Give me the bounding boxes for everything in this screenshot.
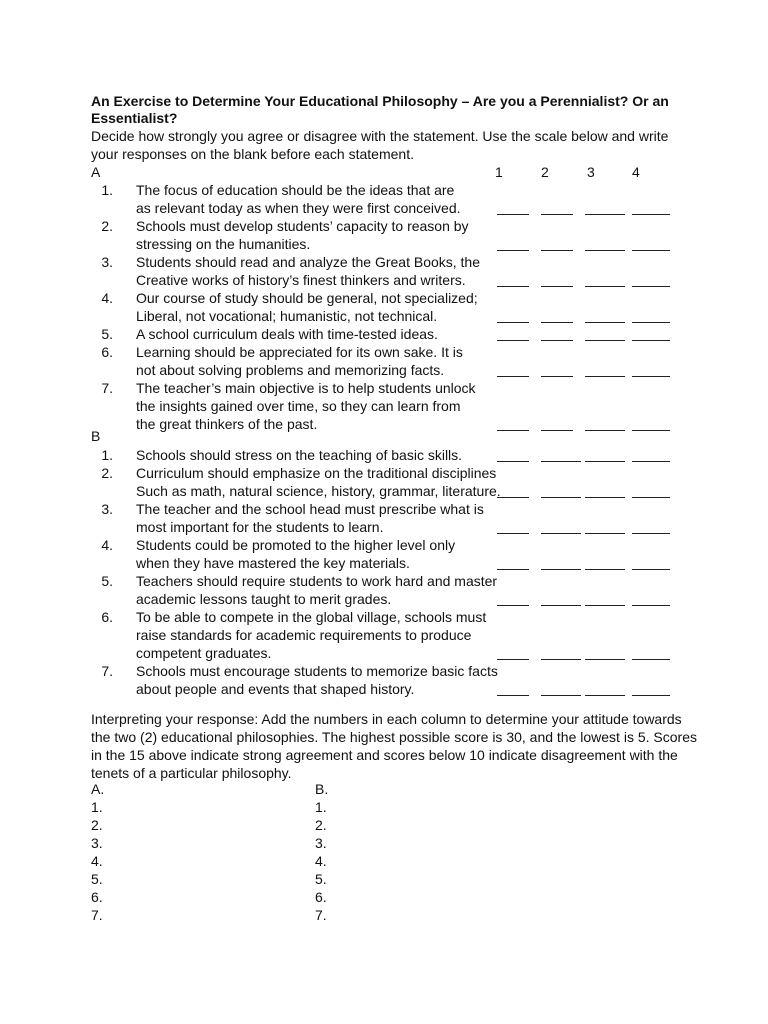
section-b-item-2-text-line-1: Curriculum should emphasize on the traditional disciplines xyxy=(136,465,497,481)
tally-a-label: A. xyxy=(91,781,105,797)
section-b-item-7-answer-blank-3[interactable] xyxy=(585,695,625,696)
section-b-item-5-text-line-2: academic lessons taught to merit grades. xyxy=(136,591,392,607)
tally-b-number-3: 3. xyxy=(315,835,327,851)
interpretation-line-2: the two (2) educational philosophies. The highest possible score is 30, and the lowest is 5. Scores xyxy=(91,729,697,745)
section-b-item-7-answer-blank-4[interactable] xyxy=(632,695,670,696)
tally-a-number-2: 2. xyxy=(91,817,103,833)
section-b-item-3-number: 3. xyxy=(101,501,113,517)
section-a-item-7-number: 7. xyxy=(101,380,113,396)
section-b-item-4-text-line-1: Students could be promoted to the higher level only xyxy=(136,537,456,553)
scale-label-1: 1 xyxy=(495,164,503,180)
section-a-item-3-answer-blank-3[interactable] xyxy=(585,286,625,287)
scale-label-2: 2 xyxy=(541,164,549,180)
section-a-item-5-answer-blank-2[interactable] xyxy=(541,340,573,341)
document-title-line-2: Essentialist? xyxy=(91,110,178,126)
section-a-item-5-number: 5. xyxy=(101,326,113,342)
section-b-item-5-number: 5. xyxy=(101,573,113,589)
section-a-item-1-answer-blank-3[interactable] xyxy=(585,214,625,215)
tally-b-number-2: 2. xyxy=(315,817,327,833)
section-b-item-1-text-line-1: Schools should stress on the teaching of basic skills. xyxy=(136,447,463,463)
section-b-item-6-number: 6. xyxy=(101,609,113,625)
instructions-line-2: your responses on the blank before each statement. xyxy=(91,146,414,162)
section-a-item-3-text-line-2: Creative works of history’s finest thinkers and writers. xyxy=(136,272,466,288)
section-a-label: A xyxy=(91,164,101,180)
section-b-item-2-answer-blank-1[interactable] xyxy=(497,497,529,498)
section-b-label: B xyxy=(91,428,101,444)
section-a-item-6-text-line-1: Learning should be appreciated for its own sake. It is xyxy=(136,344,463,360)
tally-b-number-1: 1. xyxy=(315,799,327,815)
section-a-item-6-number: 6. xyxy=(101,344,113,360)
section-b-item-4-answer-blank-4[interactable] xyxy=(632,569,670,570)
section-a-item-1-text-line-2: as relevant today as when they were first conceived. xyxy=(136,200,461,216)
section-a-item-5-answer-blank-4[interactable] xyxy=(632,340,670,341)
section-b-item-7-number: 7. xyxy=(101,663,113,679)
section-a-item-2-text-line-2: stressing on the humanities. xyxy=(136,236,311,252)
tally-b-number-4: 4. xyxy=(315,853,327,869)
section-a-item-4-text-line-1: Our course of study should be general, not specialized; xyxy=(136,290,478,306)
tally-b-number-5: 5. xyxy=(315,871,327,887)
section-a-item-3-answer-blank-4[interactable] xyxy=(632,286,670,287)
section-b-item-2-answer-blank-2[interactable] xyxy=(541,497,581,498)
section-b-item-4-number: 4. xyxy=(101,537,113,553)
scale-label-4: 4 xyxy=(632,164,640,180)
section-b-item-1-answer-blank-4[interactable] xyxy=(632,461,670,462)
section-b-item-3-answer-blank-1[interactable] xyxy=(497,533,529,534)
section-a-item-4-answer-blank-3[interactable] xyxy=(585,322,625,323)
tally-b-number-7: 7. xyxy=(315,907,327,923)
section-a-item-1-answer-blank-2[interactable] xyxy=(541,214,573,215)
section-b-item-3-text-line-2: most important for the students to learn. xyxy=(136,519,384,535)
section-b-item-3-answer-blank-4[interactable] xyxy=(632,533,670,534)
section-a-item-2-answer-blank-2[interactable] xyxy=(541,250,573,251)
section-a-item-6-answer-blank-3[interactable] xyxy=(585,376,625,377)
tally-b-label: B. xyxy=(315,781,329,797)
section-b-item-6-answer-blank-1[interactable] xyxy=(497,659,529,660)
section-a-item-3-answer-blank-2[interactable] xyxy=(541,286,573,287)
section-a-item-4-answer-blank-2[interactable] xyxy=(541,322,573,323)
tally-a-number-6: 6. xyxy=(91,889,103,905)
section-a-item-6-answer-blank-1[interactable] xyxy=(497,376,529,377)
section-b-item-7-text-line-1: Schools must encourage students to memorize basic facts xyxy=(136,663,498,679)
tally-a-number-1: 1. xyxy=(91,799,103,815)
section-a-item-1-answer-blank-4[interactable] xyxy=(632,214,670,215)
section-a-item-2-answer-blank-3[interactable] xyxy=(585,250,625,251)
instructions-line-1: Decide how strongly you agree or disagree with the statement. Use the scale below and write xyxy=(91,128,669,144)
section-a-item-1-text-line-1: The focus of education should be the ideas that are xyxy=(136,182,455,198)
section-a-item-3-number: 3. xyxy=(101,254,113,270)
section-a-item-4-answer-blank-1[interactable] xyxy=(497,322,529,323)
section-a-item-3-answer-blank-1[interactable] xyxy=(497,286,529,287)
section-a-item-4-number: 4. xyxy=(101,290,113,306)
section-b-item-1-number: 1. xyxy=(101,447,113,463)
section-b-item-7-text-line-2: about people and events that shaped history. xyxy=(136,681,415,697)
section-b-item-4-text-line-2: when they have mastered the key materials. xyxy=(136,555,410,571)
section-b-item-2-text-line-2: Such as math, natural science, history, grammar, literature. xyxy=(136,483,501,499)
section-a-item-6-answer-blank-4[interactable] xyxy=(632,376,670,377)
interpretation-line-1: Interpreting your response: Add the numbers in each column to determine your attitude towards xyxy=(91,711,682,727)
section-a-item-7-text-line-1: The teacher’s main objective is to help students unlock xyxy=(136,380,476,396)
tally-a-number-7: 7. xyxy=(91,907,103,923)
section-a-item-4-answer-blank-4[interactable] xyxy=(632,322,670,323)
section-b-item-2-answer-blank-3[interactable] xyxy=(585,497,625,498)
section-b-item-6-text-line-2: raise standards for academic requirements to produce xyxy=(136,627,472,643)
section-b-item-1-answer-blank-1[interactable] xyxy=(497,461,529,462)
section-a-item-2-answer-blank-1[interactable] xyxy=(497,250,529,251)
section-a-item-1-number: 1. xyxy=(101,182,113,198)
section-a-item-6-text-line-2: not about solving problems and memorizing facts. xyxy=(136,362,445,378)
section-a-item-7-text-line-2: the insights gained over time, so they can learn from xyxy=(136,398,461,414)
interpretation-line-4: tenets of a particular philosophy. xyxy=(91,765,292,781)
tally-a-number-4: 4. xyxy=(91,853,103,869)
section-b-item-6-answer-blank-2[interactable] xyxy=(541,659,581,660)
section-b-item-5-answer-blank-4[interactable] xyxy=(632,605,670,606)
section-a-item-7-text-line-3: the great thinkers of the past. xyxy=(136,416,318,432)
section-b-item-7-answer-blank-1[interactable] xyxy=(497,695,529,696)
section-b-item-3-answer-blank-2[interactable] xyxy=(541,533,581,534)
interpretation-line-3: in the 15 above indicate strong agreement and scores below 10 indicate disagreement with the xyxy=(91,747,678,763)
scale-label-3: 3 xyxy=(587,164,595,180)
section-a-item-5-text-line-1: A school curriculum deals with time-tested ideas. xyxy=(136,326,438,342)
document-title-line-1: An Exercise to Determine Your Educational Philosophy – Are you a Perennialist? Or an xyxy=(91,93,669,109)
section-a-item-7-answer-blank-2[interactable] xyxy=(541,430,573,431)
section-b-item-4-answer-blank-1[interactable] xyxy=(497,569,529,570)
section-b-item-2-number: 2. xyxy=(101,465,113,481)
tally-a-number-3: 3. xyxy=(91,835,103,851)
section-b-item-5-answer-blank-2[interactable] xyxy=(541,605,581,606)
section-b-item-6-answer-blank-3[interactable] xyxy=(585,659,625,660)
section-b-item-5-answer-blank-3[interactable] xyxy=(585,605,625,606)
section-b-item-6-answer-blank-4[interactable] xyxy=(632,659,670,660)
section-a-item-6-answer-blank-2[interactable] xyxy=(541,376,573,377)
section-a-item-1-answer-blank-1[interactable] xyxy=(497,214,529,215)
section-b-item-6-text-line-3: competent graduates. xyxy=(136,645,272,661)
section-b-item-4-answer-blank-2[interactable] xyxy=(541,569,581,570)
section-b-item-6-text-line-1: To be able to compete in the global village, schools must xyxy=(136,609,487,625)
section-a-item-4-text-line-2: Liberal, not vocational; humanistic, not technical. xyxy=(136,308,438,324)
section-b-item-7-answer-blank-2[interactable] xyxy=(541,695,581,696)
section-b-item-5-text-line-1: Teachers should require students to work hard and master xyxy=(136,573,498,589)
section-b-item-2-answer-blank-4[interactable] xyxy=(632,497,670,498)
section-a-item-2-number: 2. xyxy=(101,218,113,234)
section-a-item-7-answer-blank-4[interactable] xyxy=(632,430,670,431)
section-a-item-3-text-line-1: Students should read and analyze the Great Books, the xyxy=(136,254,481,270)
section-b-item-1-answer-blank-3[interactable] xyxy=(585,461,625,462)
section-a-item-5-answer-blank-1[interactable] xyxy=(497,340,529,341)
section-b-item-4-answer-blank-3[interactable] xyxy=(585,569,625,570)
section-b-item-5-answer-blank-1[interactable] xyxy=(497,605,529,606)
section-a-item-5-answer-blank-3[interactable] xyxy=(585,340,625,341)
section-a-item-7-answer-blank-1[interactable] xyxy=(497,430,529,431)
section-a-item-7-answer-blank-3[interactable] xyxy=(585,430,625,431)
section-b-item-3-answer-blank-3[interactable] xyxy=(585,533,625,534)
section-b-item-3-text-line-1: The teacher and the school head must prescribe what is xyxy=(136,501,484,517)
section-a-item-2-text-line-1: Schools must develop students’ capacity to reason by xyxy=(136,218,469,234)
tally-b-number-6: 6. xyxy=(315,889,327,905)
tally-a-number-5: 5. xyxy=(91,871,103,887)
section-b-item-1-answer-blank-2[interactable] xyxy=(541,461,581,462)
section-a-item-2-answer-blank-4[interactable] xyxy=(632,250,670,251)
